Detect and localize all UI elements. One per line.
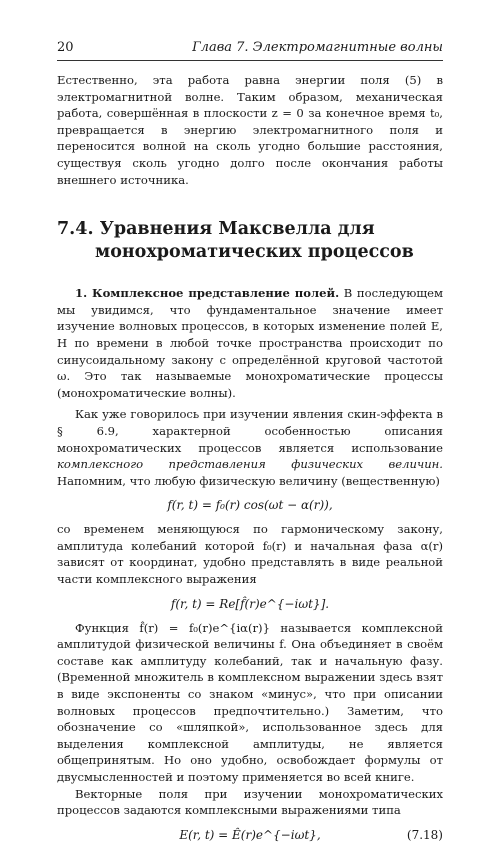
subsection-title: 1. Комплексное представление полей. [75, 286, 340, 301]
paragraph-2 [57, 406, 443, 489]
section-heading [57, 218, 443, 264]
page-number: 20 [57, 40, 74, 55]
paragraph-2-italic: комплексного представления физических величин. [57, 457, 443, 472]
equation-real-cos: f(r, t) = f₀(r) cos(ωt − α(r)), [167, 498, 333, 513]
section-heading-line1: 7.4. Уравнения Максвелла для [57, 219, 375, 240]
subsection-paragraph [57, 285, 443, 401]
paragraph-2-text-a: Как уже говорилось при изучении явления скин-эффекта в § 6.9, характерной особенностью описания монохроматических процессов является использование [57, 407, 443, 455]
intro-paragraph: Естественно, эта работа равна энергии поля (5) в электромагнитной волне. Таким образом, механическая работа, совершённая в плоскости z = 0 за конечное время t₀, превращается в энергию электромагнитного поля и переносится волной на сколь угодно большие расстояния, существуя сколь угодно долго после окончания работы внешнего источника. [57, 73, 443, 187]
equation-re-complex: f(r, t) = Re[f̂(r)e^{−iωt}]. [170, 596, 330, 611]
header-rule [57, 60, 443, 61]
subsection-body: В последующем мы увидимся, что фундаментальное значение имеет изучение волновых процессов, в которых изменение полей E, H по времени в любой точке пространства происходит по синусоидальному закону с определённой круговой частотой ω. Это так называемые монохроматические процессы (монохроматические волны). [57, 286, 443, 400]
paragraph-2-text-b: Напомним, что любую физическую величину (вещественную) [57, 473, 440, 488]
equation-7-18 [57, 827, 443, 843]
paragraph-3: со временем меняющуюся по гармоническому закону, амплитуда колебаний которой f₀(r) и начальная фаза α(r) зависят от координат, удобно представлять в виде реальной части комплексного выражения [57, 522, 443, 587]
chapter-title: Глава 7. Электромагнитные волны [192, 40, 443, 55]
book-page [57, 40, 443, 851]
paragraph-5: Векторные поля при изучении монохроматических процессов задаются комплексными выражениями типа [57, 786, 443, 818]
paragraph-4: Функция f̂(r) = f₀(r)e^{iα(r)} называется комплексной амплитудой физической величины f. Она объединяет в своём составе как амплитуду колебаний, так и начальную фазу. (Временной множитель в комплексном выражении здесь взят в виде экспоненты со знаком «минус», что при описании волновых процессов предпочтительно.) Заметим, что обозначение со «шляпкой», использованное здесь для выделения комплексной амплитуды, не является общепринятым. Но оно удобно, освобождает формулы от двусмысленностей и поэтому применяется во всей книге. [57, 620, 443, 784]
section-heading-line2: монохроматических процессов [95, 242, 414, 263]
running-head [57, 40, 443, 56]
equation-number: (7.18) [406, 827, 443, 842]
equation-7-18-text: E(r, t) = Ê(r)e^{−iωt}, [179, 827, 321, 842]
